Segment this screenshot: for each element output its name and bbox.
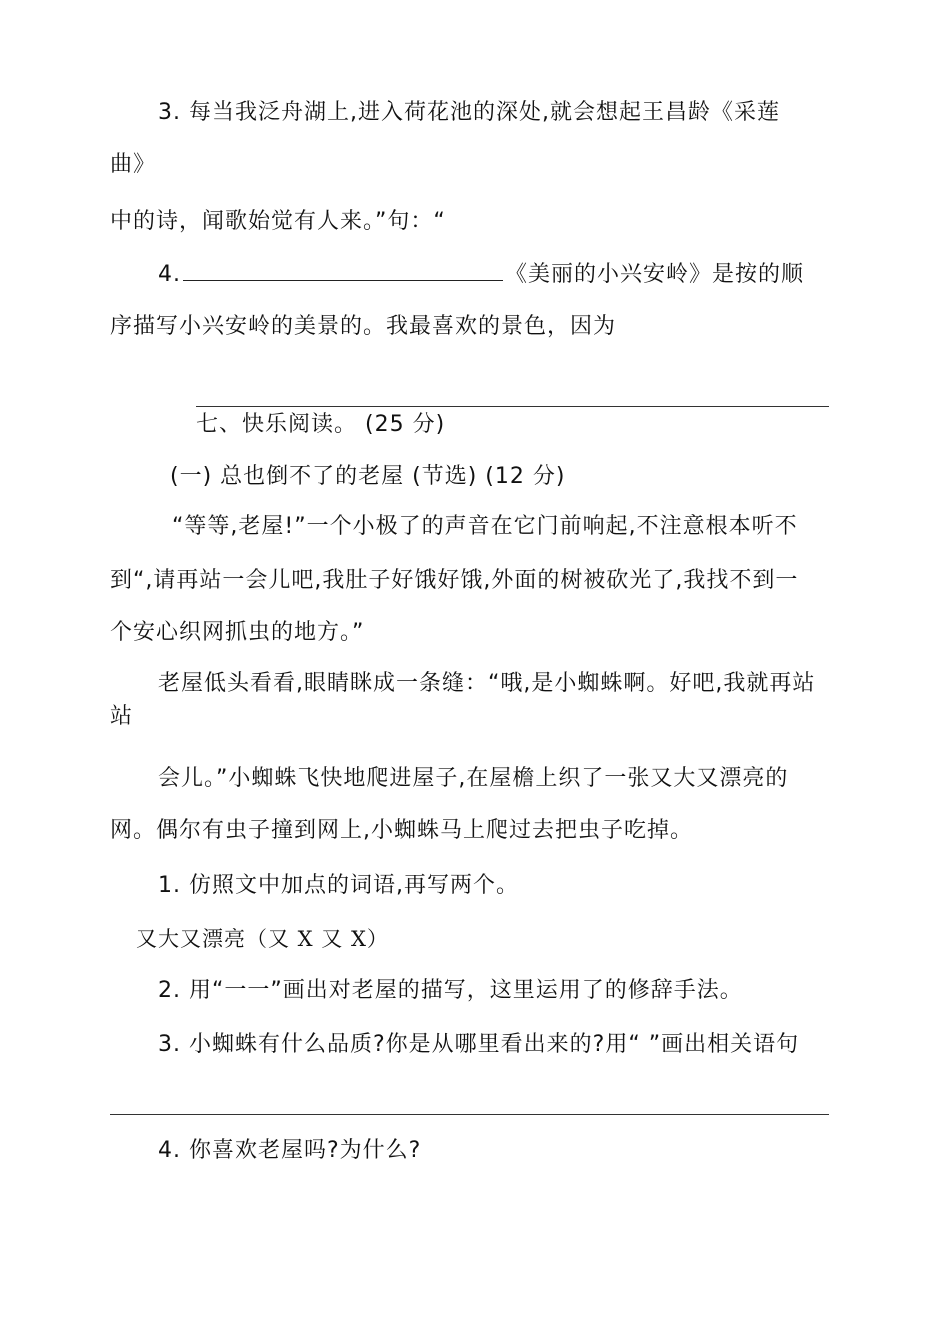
answer-line-q4[interactable] [196, 406, 829, 407]
q4-answer-blank[interactable] [183, 258, 503, 281]
passage-p1-line1: “等等,老屋!”一个小极了的声音在它门前响起,不注意根本听不 [172, 514, 798, 539]
q3-line2: 曲》 [110, 152, 157, 177]
answer-line-q3[interactable] [110, 1114, 829, 1115]
passage-p2-line1: 老屋低头看看,眼睛眯成一条缝：“哦,是小蜘蛛啊。好吧,我就再站 [158, 671, 816, 696]
section7-title: 七、快乐阅读。 (25 分) [196, 412, 446, 437]
q4-line1 [158, 258, 804, 290]
question-4: 4. 你喜欢老屋吗?为什么? [158, 1138, 422, 1163]
q4-line2: 序描写小兴安岭的美景的。我最喜欢的景色，因为 [110, 314, 617, 339]
question-1-example: 又大又漂亮（又 X 又 X） [136, 927, 389, 951]
q3-line1: 3. 每当我泛舟湖上,进入荷花池的深处,就会想起王昌龄《采莲 [158, 100, 780, 125]
question-1: 1. 仿照文中加点的词语,再写两个。 [158, 873, 519, 898]
question-3: 3. 小蜘蛛有什么品质?你是从哪里看出来的?用“ ”画出相关语句 [158, 1032, 800, 1057]
q3-line3: 中的诗，闻歌始觉有人来。”句：“ [110, 209, 446, 234]
q4-line1-rest: 《美丽的小兴安岭》是按的顺 [505, 262, 805, 287]
passage-p1-line2: 到“,请再站一会儿吧,我肚子好饿好饿,外面的树被砍光了,我找不到一 [110, 568, 799, 593]
passage-p2-line4: 网。偶尔有虫子撞到网上,小蜘蛛马上爬过去把虫子吃掉。 [110, 818, 693, 843]
passage-p2-line3: 会儿。”小蜘蛛飞快地爬进屋子,在屋檐上织了一张又大又漂亮的 [158, 766, 789, 791]
question-2: 2. 用“一一”画出对老屋的描写，这里运用了的修辞手法。 [158, 978, 743, 1003]
passage-p2-line2: 站 [110, 704, 134, 729]
q4-prefix: 4. [158, 262, 181, 287]
passage-p1-line3: 个安心织网抓虫的地方。” [110, 620, 365, 645]
section7-subtitle: (一) 总也倒不了的老屋 (节选) (12 分) [170, 464, 566, 489]
